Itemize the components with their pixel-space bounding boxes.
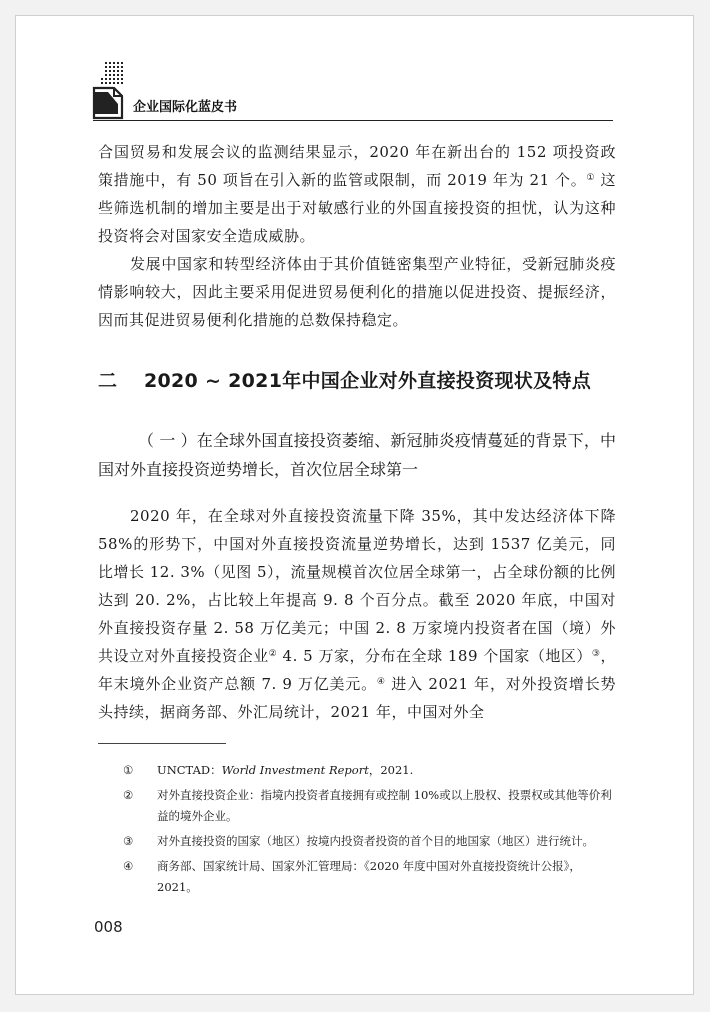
section-number: 二 bbox=[98, 370, 118, 392]
footnote-text: 对外直接投资企业：指境内投资者直接拥有或控制 10%或以上股权、投票权或其他等价利益的境外企业。 bbox=[157, 788, 612, 823]
footnote-ref-4[interactable]: ④ bbox=[376, 677, 386, 687]
page-number: 008 bbox=[94, 918, 123, 936]
footnote-mark: ② bbox=[123, 788, 134, 802]
footnote-2 bbox=[123, 785, 615, 827]
footnote-mark: ③ bbox=[123, 834, 134, 848]
footnote-ref-2[interactable]: ② bbox=[268, 649, 278, 659]
footnote-ref-3[interactable]: ③ bbox=[591, 649, 601, 659]
footnote-ref-1[interactable]: ① bbox=[586, 173, 596, 183]
footnote-3 bbox=[123, 831, 615, 852]
header-rule bbox=[93, 120, 613, 121]
intro-text bbox=[98, 138, 616, 334]
section-heading bbox=[98, 366, 618, 393]
footnote-text: 商务部、国家统计局、国家外汇管理局：《2020 年度中国对外直接投资统计公报》，2021。 bbox=[157, 859, 581, 894]
footnote-rule bbox=[98, 743, 226, 744]
section-title: 2020 ~ 2021年中国企业对外直接投资现状及特点 bbox=[144, 370, 592, 392]
main-text bbox=[98, 502, 616, 726]
footnotes bbox=[123, 760, 615, 902]
paragraph-1: 合国贸易和发展会议的监测结果显示，2020 年在新出台的 152 项投资政策措施中，有 50 项旨在引入新的监管或限制，而 2019 年为 21 个。① 这些筛选机制的增加主要是出于对敏感行业的外国直接投资的担忧，认为这种投资将会对国家安全造成威胁。 bbox=[98, 143, 616, 245]
footnote-mark: ① bbox=[123, 763, 134, 777]
subsection-heading: （ 一 ）在全球外国直接投资萎缩、新冠肺炎疫情蔓延的背景下，中国对外直接投资逆势增长，首次位居全球第一 bbox=[98, 431, 616, 479]
series-title: 企业国际化蓝皮书 bbox=[133, 100, 238, 115]
footnote-text: UNCTAD：World Investment Report，2021. bbox=[157, 763, 414, 777]
paragraph-2: 发展中国家和转型经济体由于其价值链密集型产业特征，受新冠肺炎疫情影响较大，因此主要采用促进贸易便利化的措施以促进投资、提振经济，因而其促进贸易便利化措施的总数保持稳定。 bbox=[98, 255, 616, 329]
paragraph-3: 2020 年，在全球对外直接投资流量下降 35%，其中发达经济体下降 58%的形势下，中国对外直接投资流量逆势增长，达到 1537 亿美元，同比增长 12. 3%（见图 5），流量规模首次位居全球第一，占全球份额的比例达到 20. 2%，占比较上年提高 9. 8 个百分点。截至 2020 年底，中国对外直接投资存量 2. 58 万亿美元；中国 2. 8 万家境内投资者在国（境）外共设立对外直接投资企业② 4. 5 万家，分布在全球 189 个国家（地区）③，年末境外企业资产总额 7. 9 万亿美元。④ 进入 2021 年，对外投资增长势头持续，据商务部、外汇局统计，2021 年，中国对外全 bbox=[98, 507, 617, 721]
book-logo-icon bbox=[91, 60, 131, 120]
footnote-text: 对外直接投资的国家（地区）按境内投资者投资的首个目的地国家（地区）进行统计。 bbox=[157, 834, 594, 848]
footnote-1 bbox=[123, 760, 615, 781]
footnote-mark: ④ bbox=[123, 859, 134, 873]
footnote-4 bbox=[123, 856, 615, 898]
